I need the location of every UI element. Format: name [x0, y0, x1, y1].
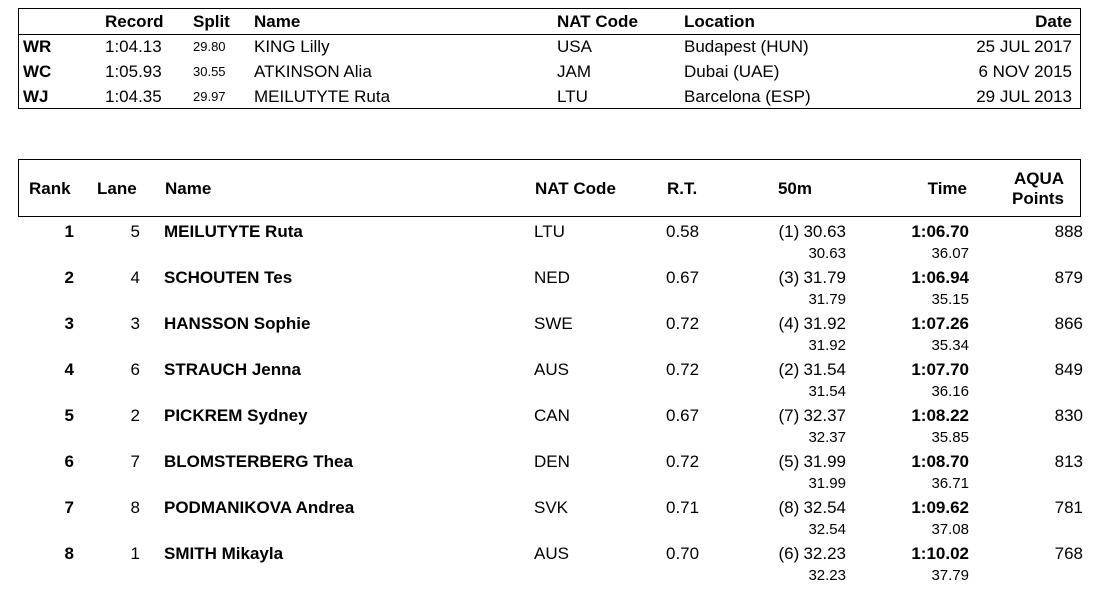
- result-50m-position: (8): [778, 498, 800, 517]
- header-name: Name: [165, 179, 212, 198]
- records-header-location: Location: [684, 12, 755, 31]
- result-name: SMITH Mikayla: [164, 544, 284, 563]
- result-name: SCHOUTEN Tes: [164, 268, 293, 287]
- result-row: [0, 452, 1100, 498]
- record-nat: USA: [557, 37, 592, 56]
- record-time: 1:04.13: [105, 37, 162, 56]
- result-nat: DEN: [534, 452, 570, 471]
- result-50m-position: (5): [778, 452, 800, 471]
- record-row: [19, 59, 1080, 84]
- result-50m-split: 31.99: [803, 452, 846, 471]
- result-rank: 4: [64, 360, 74, 379]
- result-row: [0, 222, 1100, 268]
- result-lane: 6: [130, 360, 140, 379]
- record-code: WC: [23, 62, 52, 81]
- result-nat: LTU: [534, 222, 565, 241]
- records-header-nat: NAT Code: [557, 12, 638, 31]
- record-date: 25 JUL 2017: [976, 37, 1072, 56]
- record-time: 1:05.93: [105, 62, 162, 81]
- record-name: ATKINSON Alia: [254, 62, 372, 81]
- result-50m: [779, 268, 847, 289]
- result-50m: [779, 360, 847, 381]
- record-split: 29.80: [193, 39, 226, 54]
- record-code: WJ: [23, 87, 49, 106]
- record-row: [19, 84, 1080, 109]
- result-reaction-time: 0.72: [666, 314, 700, 333]
- header-nat-code: NAT Code: [535, 179, 616, 198]
- result-name: PODMANIKOVA Andrea: [164, 498, 355, 517]
- record-location: Budapest (HUN): [684, 37, 809, 56]
- result-50m-cumulative: 32.54: [808, 521, 846, 538]
- record-time: 1:04.35: [105, 87, 162, 106]
- result-points: 813: [1054, 452, 1083, 471]
- result-nat: SVK: [534, 498, 569, 517]
- result-50m-cumulative: 31.99: [808, 475, 846, 492]
- record-location: Dubai (UAE): [684, 62, 780, 81]
- result-nat: AUS: [534, 544, 569, 563]
- records-header-row: [19, 9, 1080, 35]
- result-rank: 6: [64, 452, 74, 471]
- result-time: 1:06.70: [911, 222, 969, 241]
- result-rank: 7: [64, 498, 74, 517]
- result-50m-split: 31.92: [803, 314, 846, 333]
- result-rank: 8: [64, 544, 74, 563]
- result-name: HANSSON Sophie: [164, 314, 311, 333]
- result-rank: 5: [64, 406, 74, 425]
- header-aqua-line1: AQUA: [1013, 169, 1064, 188]
- result-lane: 8: [130, 498, 140, 517]
- records-table: [18, 8, 1081, 109]
- result-nat: NED: [534, 268, 570, 287]
- result-second-split: 35.85: [931, 429, 969, 446]
- result-name: MEILUTYTE Ruta: [164, 222, 303, 241]
- result-time: 1:08.70: [911, 452, 969, 471]
- result-50m: [779, 544, 847, 565]
- header-aqua-points: [1012, 169, 1064, 209]
- result-50m-split: 32.37: [803, 406, 846, 425]
- results-header: [18, 159, 1081, 217]
- result-reaction-time: 0.71: [666, 498, 700, 517]
- result-row: [0, 544, 1100, 590]
- result-second-split: 35.34: [931, 337, 969, 354]
- result-50m-cumulative: 32.37: [808, 429, 846, 446]
- result-second-split: 35.15: [931, 291, 969, 308]
- result-50m-cumulative: 30.63: [808, 245, 846, 262]
- result-nat: CAN: [534, 406, 570, 425]
- result-row: [0, 406, 1100, 452]
- result-50m-position: (7): [778, 406, 800, 425]
- result-name: BLOMSTERBERG Thea: [164, 452, 353, 471]
- result-second-split: 37.79: [931, 567, 969, 584]
- result-50m-position: (3): [778, 268, 800, 287]
- result-second-split: 36.07: [931, 245, 969, 262]
- record-name: KING Lilly: [254, 37, 330, 56]
- result-lane: 1: [130, 544, 140, 563]
- result-50m-position: (1): [778, 222, 800, 241]
- result-points: 879: [1054, 268, 1083, 287]
- header-reaction-time: R.T.: [667, 179, 698, 198]
- result-time: 1:09.62: [911, 498, 969, 517]
- result-row: [0, 314, 1100, 360]
- result-lane: 5: [130, 222, 140, 241]
- records-header-date: Date: [1035, 12, 1072, 31]
- result-row: [0, 360, 1100, 406]
- result-50m: [779, 452, 847, 473]
- result-nat: AUS: [534, 360, 569, 379]
- record-date: 29 JUL 2013: [976, 87, 1072, 106]
- result-lane: 2: [130, 406, 140, 425]
- result-time: 1:10.02: [911, 544, 969, 563]
- result-reaction-time: 0.72: [666, 360, 700, 379]
- result-50m-position: (4): [778, 314, 800, 333]
- result-50m: [779, 498, 847, 519]
- result-50m-position: (2): [778, 360, 800, 379]
- result-reaction-time: 0.67: [666, 268, 700, 287]
- result-50m-split: 32.23: [803, 544, 846, 563]
- result-50m-position: (6): [778, 544, 800, 563]
- result-second-split: 36.16: [931, 383, 969, 400]
- result-time: 1:06.94: [911, 268, 969, 287]
- record-nat: JAM: [557, 62, 591, 81]
- result-50m-split: 31.54: [803, 360, 846, 379]
- record-nat: LTU: [557, 87, 588, 106]
- record-date: 6 NOV 2015: [978, 62, 1072, 81]
- result-time: 1:07.70: [911, 360, 969, 379]
- result-rank: 1: [64, 222, 74, 241]
- result-50m-split: 32.54: [803, 498, 846, 517]
- result-name: STRAUCH Jenna: [164, 360, 301, 379]
- result-points: 849: [1054, 360, 1083, 379]
- result-rank: 2: [64, 268, 74, 287]
- header-aqua-line2: Points: [1012, 189, 1064, 208]
- result-points: 768: [1054, 544, 1083, 563]
- result-rank: 3: [64, 314, 74, 333]
- result-second-split: 37.08: [931, 521, 969, 538]
- result-50m: [779, 222, 847, 243]
- result-time: 1:07.26: [911, 314, 969, 333]
- record-row: [19, 34, 1080, 59]
- result-50m: [779, 406, 847, 427]
- result-reaction-time: 0.70: [666, 544, 700, 563]
- result-lane: 4: [130, 268, 140, 287]
- result-nat: SWE: [534, 314, 573, 333]
- record-name: MEILUTYTE Ruta: [254, 87, 391, 106]
- records-header-split: Split: [193, 12, 230, 31]
- result-50m-split: 31.79: [803, 268, 846, 287]
- records-header-name: Name: [254, 12, 301, 31]
- result-second-split: 36.71: [931, 475, 969, 492]
- result-time: 1:08.22: [911, 406, 969, 425]
- record-split: 29.97: [193, 89, 226, 104]
- result-50m-cumulative: 32.23: [808, 567, 846, 584]
- record-code: WR: [23, 37, 52, 56]
- header-time: Time: [927, 179, 967, 198]
- result-lane: 7: [130, 452, 140, 471]
- result-points: 830: [1054, 406, 1083, 425]
- result-name: PICKREM Sydney: [164, 406, 308, 425]
- header-lane: Lane: [97, 179, 137, 198]
- record-location: Barcelona (ESP): [684, 87, 811, 106]
- result-50m: [779, 314, 847, 335]
- record-split: 30.55: [193, 64, 226, 79]
- result-points: 888: [1054, 222, 1083, 241]
- header-50m: 50m: [777, 179, 812, 198]
- records-header-record: Record: [105, 12, 164, 31]
- result-lane: 3: [130, 314, 140, 333]
- result-50m-cumulative: 31.54: [808, 383, 846, 400]
- result-row: [0, 268, 1100, 314]
- result-reaction-time: 0.67: [666, 406, 700, 425]
- result-50m-cumulative: 31.79: [808, 291, 846, 308]
- result-50m-split: 30.63: [803, 222, 846, 241]
- result-row: [0, 498, 1100, 544]
- result-points: 781: [1054, 498, 1083, 517]
- header-rank: Rank: [29, 179, 71, 198]
- result-reaction-time: 0.72: [666, 452, 700, 471]
- result-points: 866: [1054, 314, 1083, 333]
- result-reaction-time: 0.58: [666, 222, 700, 241]
- result-50m-cumulative: 31.92: [808, 337, 846, 354]
